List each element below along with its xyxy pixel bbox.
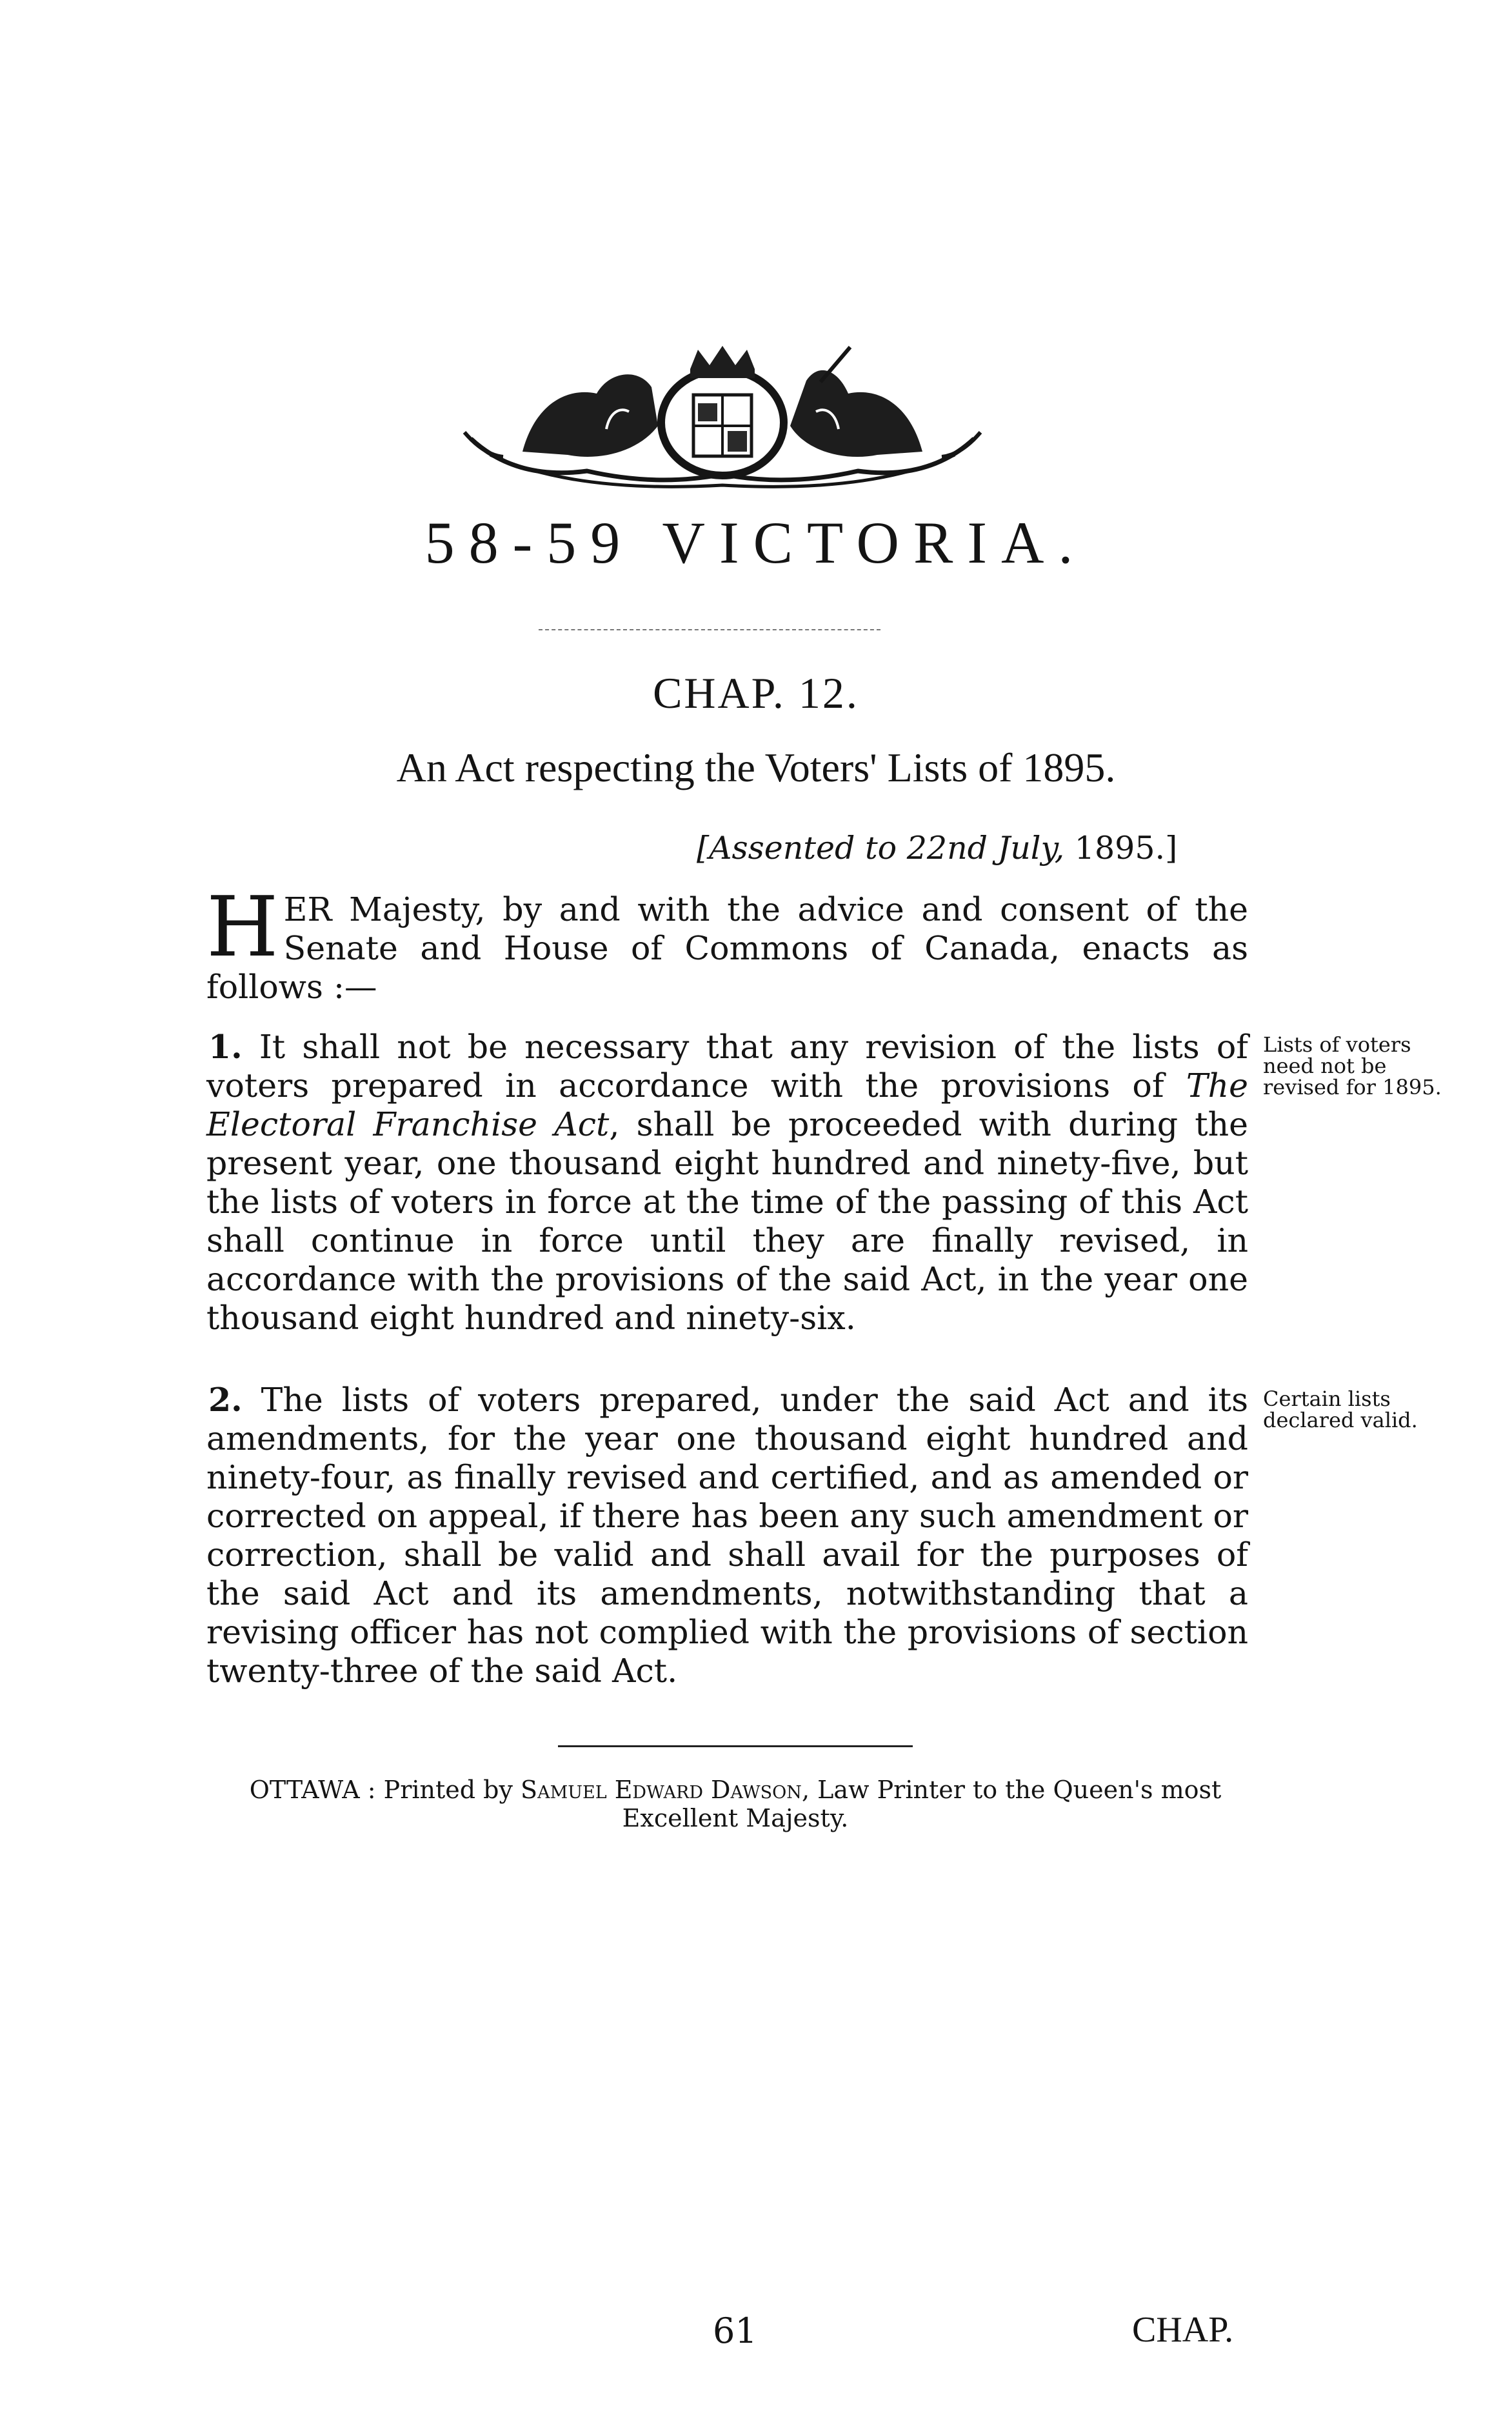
section-text: The lists of voters prepared, under the said Act and its amendments, for the year one thousand eight hundred and ninety-four, as finally revised and certified, and as amended or corrected on appeal, if there has been any such amendment or correction, shall be valid and shall avail for the purposes of the said Act and its amendments, notwithstanding that a revising officer has not complied with the provisions of section twenty-three of the said Act.: [206, 1381, 1248, 1690]
section-text: It shall not be necessary that any revision of the lists of voters prepared in accordance with the provisions of: [206, 1028, 1248, 1105]
section-text: , shall be proceeded with during the present year, one thousand eight hundred and ninety-five, but the lists of voters in force at the time of the passing of this Act shall continue in force until they are finally revised, in accordance with the provisions of the said Act, in the year one thousand eight hundred and ninety-six.: [206, 1105, 1248, 1337]
heading-divider: [539, 629, 880, 630]
margin-note-section-2: Certain lists declared valid.: [1263, 1387, 1418, 1432]
act-title: An Act respecting the Voters' Lists of 1895.: [396, 745, 1116, 790]
printer-imprint: [232, 1776, 1238, 1832]
page-number: 61: [713, 2310, 757, 2351]
footer-divider: [558, 1745, 913, 1747]
royal-coat-of-arms: [445, 342, 1000, 490]
regnal-year-heading: 58-59 VICTORIA.: [424, 510, 1088, 576]
act-name: The Electoral Franchise Act: [206, 1067, 1248, 1143]
assent-date: [Assented to 22nd July,: [697, 830, 1065, 867]
section-1: [206, 1028, 1248, 1338]
section-number: 2.: [208, 1381, 243, 1419]
imprint-prefix: OTTAWA : Printed by: [249, 1776, 521, 1804]
section-number: 1.: [208, 1028, 243, 1066]
drop-cap: H: [206, 879, 279, 976]
enacting-clause: [206, 879, 1248, 1007]
imprint-suffix: , Law Printer to the Queen's most Excellent Majesty.: [622, 1776, 1222, 1832]
printer-name: Samuel Edward Dawson: [521, 1776, 802, 1804]
section-2: [206, 1381, 1248, 1690]
assent-year: 1895.]: [1064, 830, 1178, 867]
margin-note-section-1: Lists of voters need not be revised for 1895.: [1263, 1032, 1442, 1099]
chapter-heading: CHAP. 12.: [653, 668, 859, 717]
catchword: CHAP.: [1132, 2310, 1234, 2350]
enacting-clause-text: ER Majesty, by and with the advice and consent of the Senate and House of Commons of Canada, enacts as follows :—: [206, 890, 1248, 1006]
assent-line: [697, 830, 1178, 867]
